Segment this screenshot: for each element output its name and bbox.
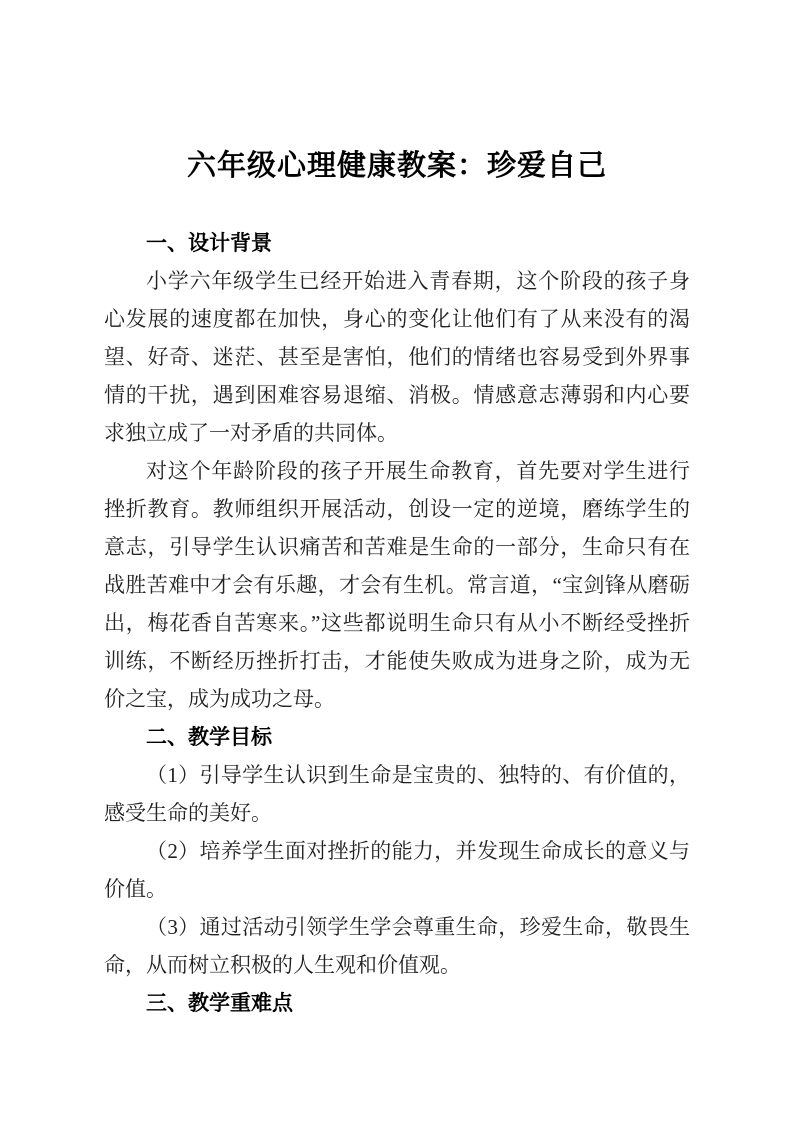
paragraph-design-background-1: 小学六年级学生已经开始进入青春期，这个阶段的孩子身心发展的速度都在加快，身心的变化让他们有了从来没有的渴望、好奇、迷茫、甚至是害怕，他们的情绪也容易受到外界事情的干扰，遇到困难容易退缩、消极。情感意志薄弱和内心要求独立成了一对矛盾的共同体。 xyxy=(104,269,690,445)
document-body xyxy=(104,224,690,1022)
paragraph-goal-2: （2）培养学生面对挫折的能力，并发现生命成长的意义与价值。 xyxy=(104,839,690,901)
section-heading-design-background: 一、设计背景 xyxy=(146,231,272,255)
section-heading-teaching-goals: 二、教学目标 xyxy=(146,725,272,749)
paragraph-goal-1: （1）引导学生认识到生命是宝贵的、独特的、有价值的，感受生命的美好。 xyxy=(104,763,690,825)
section-heading-key-difficult-points: 三、教学重难点 xyxy=(146,991,293,1015)
paragraph-goal-3: （3）通过活动引领学生学会尊重生命，珍爱生命，敬畏生命，从而树立积极的人生观和价值观。 xyxy=(104,915,690,977)
document-title: 六年级心理健康教案：珍爱自己 xyxy=(186,150,607,182)
paragraph-design-background-2: 对这个年龄阶段的孩子开展生命教育，首先要对学生进行挫折教育。教师组织开展活动，创设一定的逆境，磨练学生的意志，引导学生认识痛苦和苦难是生命的一部分，生命只有在战胜苦难中才会有乐趣，才会有生机。常言道，“宝剑锋从磨砺出，梅花香自苦寒来。”这些都说明生命只有从小不断经受挫折训练，不断经历挫折打击，才能使失败成为进身之阶，成为无价之宝，成为成功之母。 xyxy=(104,459,690,711)
